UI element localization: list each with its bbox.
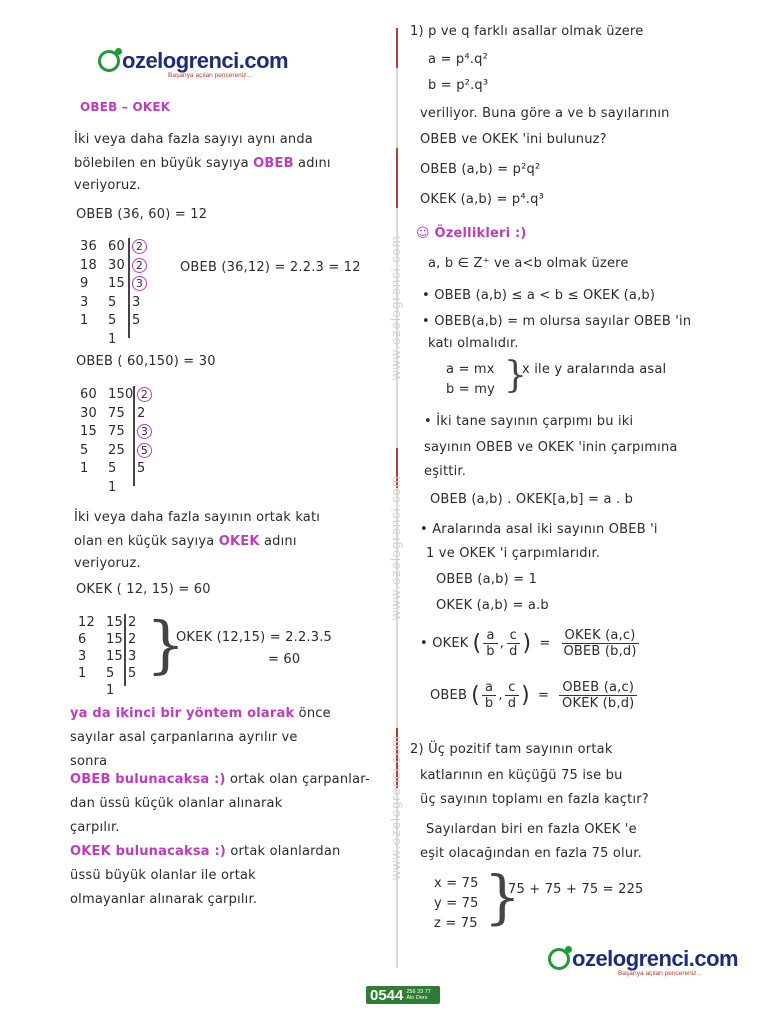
property2-b: b = my [446,382,495,397]
example2-col2: 150 75 75 25 5 1 [108,387,134,495]
logo-o-icon [548,948,570,970]
example2-title: OBEB ( 60,150) = 30 [76,354,216,369]
question2-line2: katlarının en küçüğü 75 ise bu [420,768,623,783]
example3-result-line1: OKEK (12,15) = 2.2.3.5 [176,630,333,645]
obeb-rule-line1: OBEB bulunacaksa :) ortak olan çarpanlar- [70,772,370,787]
example1-result: OBEB (36,12) = 2.2.3 = 12 [180,260,361,275]
question1-line2: veriliyor. Buna göre a ve b sayılarının [420,106,670,121]
question1-line1: 1) p ve q farklı asallar olmak üzere [410,24,644,39]
example1-title: OBEB (36, 60) = 12 [76,207,208,222]
question2-line4: Sayılardan biri en fazla OKEK 'e [426,822,637,837]
property4-a: OBEB (a,b) = 1 [436,572,538,587]
okek-definition-line1: İki veya daha fazla sayının ortak katı [74,510,321,525]
property2-note: x ile y aralarında asal [522,362,667,377]
okek-definition-line2: olan en küçük sayıya OKEK adını [74,534,297,549]
brace: } [146,608,186,681]
logo-tagline: Başarıya açılan pencereniz... [168,72,252,79]
property1: • OBEB (a,b) ≤ a < b ≤ OKEK (a,b) [422,288,656,303]
obeb-definition-line3: veriyoruz. [74,178,141,193]
obeb-definition-line1: İki veya daha fazla sayıyı aynı anda [74,132,313,147]
okek-rule-line1: OKEK bulunacaksa :) ortak olanlardan [70,844,341,859]
example1-col2: 60 30 15 5 5 1 [108,239,125,347]
example3-col3: 2 2 3 5 [128,615,137,681]
badge-phone: 256 33 77 Alo Ders [406,989,431,1001]
section-heading: OBEB – OKEK [80,100,171,114]
question1-answer1: OBEB (a,b) = p²q² [420,162,541,177]
example3-col1: 12 6 3 1 [78,615,95,681]
brace: } [484,863,521,931]
example2-col3: 2 2 3 5 5 [137,386,152,479]
property4-b: OKEK (a,b) = a.b [436,598,549,613]
fraction-formula-okek: • OKEK ( $\frac{a}{b}$ , $\frac{c}{d}$ ) = $\frac{\text{OKEK (a,c)}}{\text{OBEB (b,d)}}$ [420,628,637,659]
watermark: www.ozelogrenci.com www.ozelogrenci.com www.ozelogrenci.com [388,235,403,880]
property3-line3: eşittir. [424,464,467,479]
logo-text: ozelogrenci.com [122,48,289,73]
obeb-rule-line3: çarpılır. [70,820,120,835]
obeb-definition-line2: bölebilen en büyük sayıya OBEB adını [74,156,331,171]
properties-title: ☺ Özellikleri :) [416,226,527,241]
property2-a: a = mx [446,362,495,377]
property3-line2: sayının OBEB ve OKEK 'inin çarpımına [424,440,678,455]
example3-result-line2: = 60 [268,652,301,667]
question1-a: a = p⁴.q² [428,52,488,67]
question2-line1: 2) Üç pozitif tam sayının ortak [410,742,613,757]
logo-tagline: Başarıya açılan pencereniz... [618,970,702,977]
property2-line2: katı olmalıdır. [428,336,519,351]
properties-condition: a, b ∈ Z⁺ ve a<b olmak üzere [428,256,629,271]
example1-col1: 36 18 9 3 1 [80,239,97,328]
logo-top [98,48,288,79]
question2-line5: eşit olacağından en fazla 75 olur. [420,846,642,861]
property4-line2: 1 ve OKEK 'i çarpımlarıdır. [426,546,601,561]
okek-rule-line3: olmayanlar alınarak çarpılır. [70,892,258,907]
question2-line3: üç sayının toplamı en fazla kaçtır? [420,792,649,807]
badge-number: 0544 [370,986,404,1004]
example2-col1: 60 30 15 5 1 [80,387,97,476]
example1-col3: 2 2 3 3 5 [132,238,147,331]
question2-values: x = 75 y = 75 z = 75 [434,876,479,931]
property3-line1: • İki tane sayının çarpımı bu iki [424,414,634,429]
property4-line1: • Aralarında asal iki sayının OBEB 'i [420,522,658,537]
method-line2: sayılar asal çarpanlarına ayrılır ve [70,730,298,745]
okek-definition-line3: veriyoruz. [74,556,141,571]
example3-title: OKEK ( 12, 15) = 60 [76,582,211,597]
question2-sum: 75 + 75 + 75 = 225 [508,882,644,897]
property2-line1: • OBEB(a,b) = m olursa sayılar OBEB 'in [422,314,692,329]
logo-bottom [548,946,738,977]
phone-badge [366,986,440,1004]
question1-answer2: OKEK (a,b) = p⁴.q³ [420,192,544,207]
obeb-rule-line2: dan üssü küçük olanlar alınarak [70,796,283,811]
okek-rule-line2: üssü büyük olanlar ile ortak [70,868,256,883]
property3-formula: OBEB (a,b) . OKEK[a,b] = a . b [430,492,634,507]
example3-col2: 15 15 15 5 1 [106,615,123,698]
method-line1: ya da ikinci bir yöntem olarak önce [70,706,331,721]
logo-o-icon [98,50,120,72]
question1-line3: OBEB ve OKEK 'ini bulunuz? [420,132,607,147]
question1-b: b = p².q³ [428,78,489,93]
method-line3: sonra [70,754,108,769]
brace: } [504,355,527,396]
logo-text: ozelogrenci.com [572,946,739,971]
fraction-formula-obeb: OBEB ( $\frac{a}{b}$ , $\frac{c}{d}$ ) = $\frac{\text{OBEB (a,c)}}{\text{OKEK (b,d)}}$ [430,680,639,711]
